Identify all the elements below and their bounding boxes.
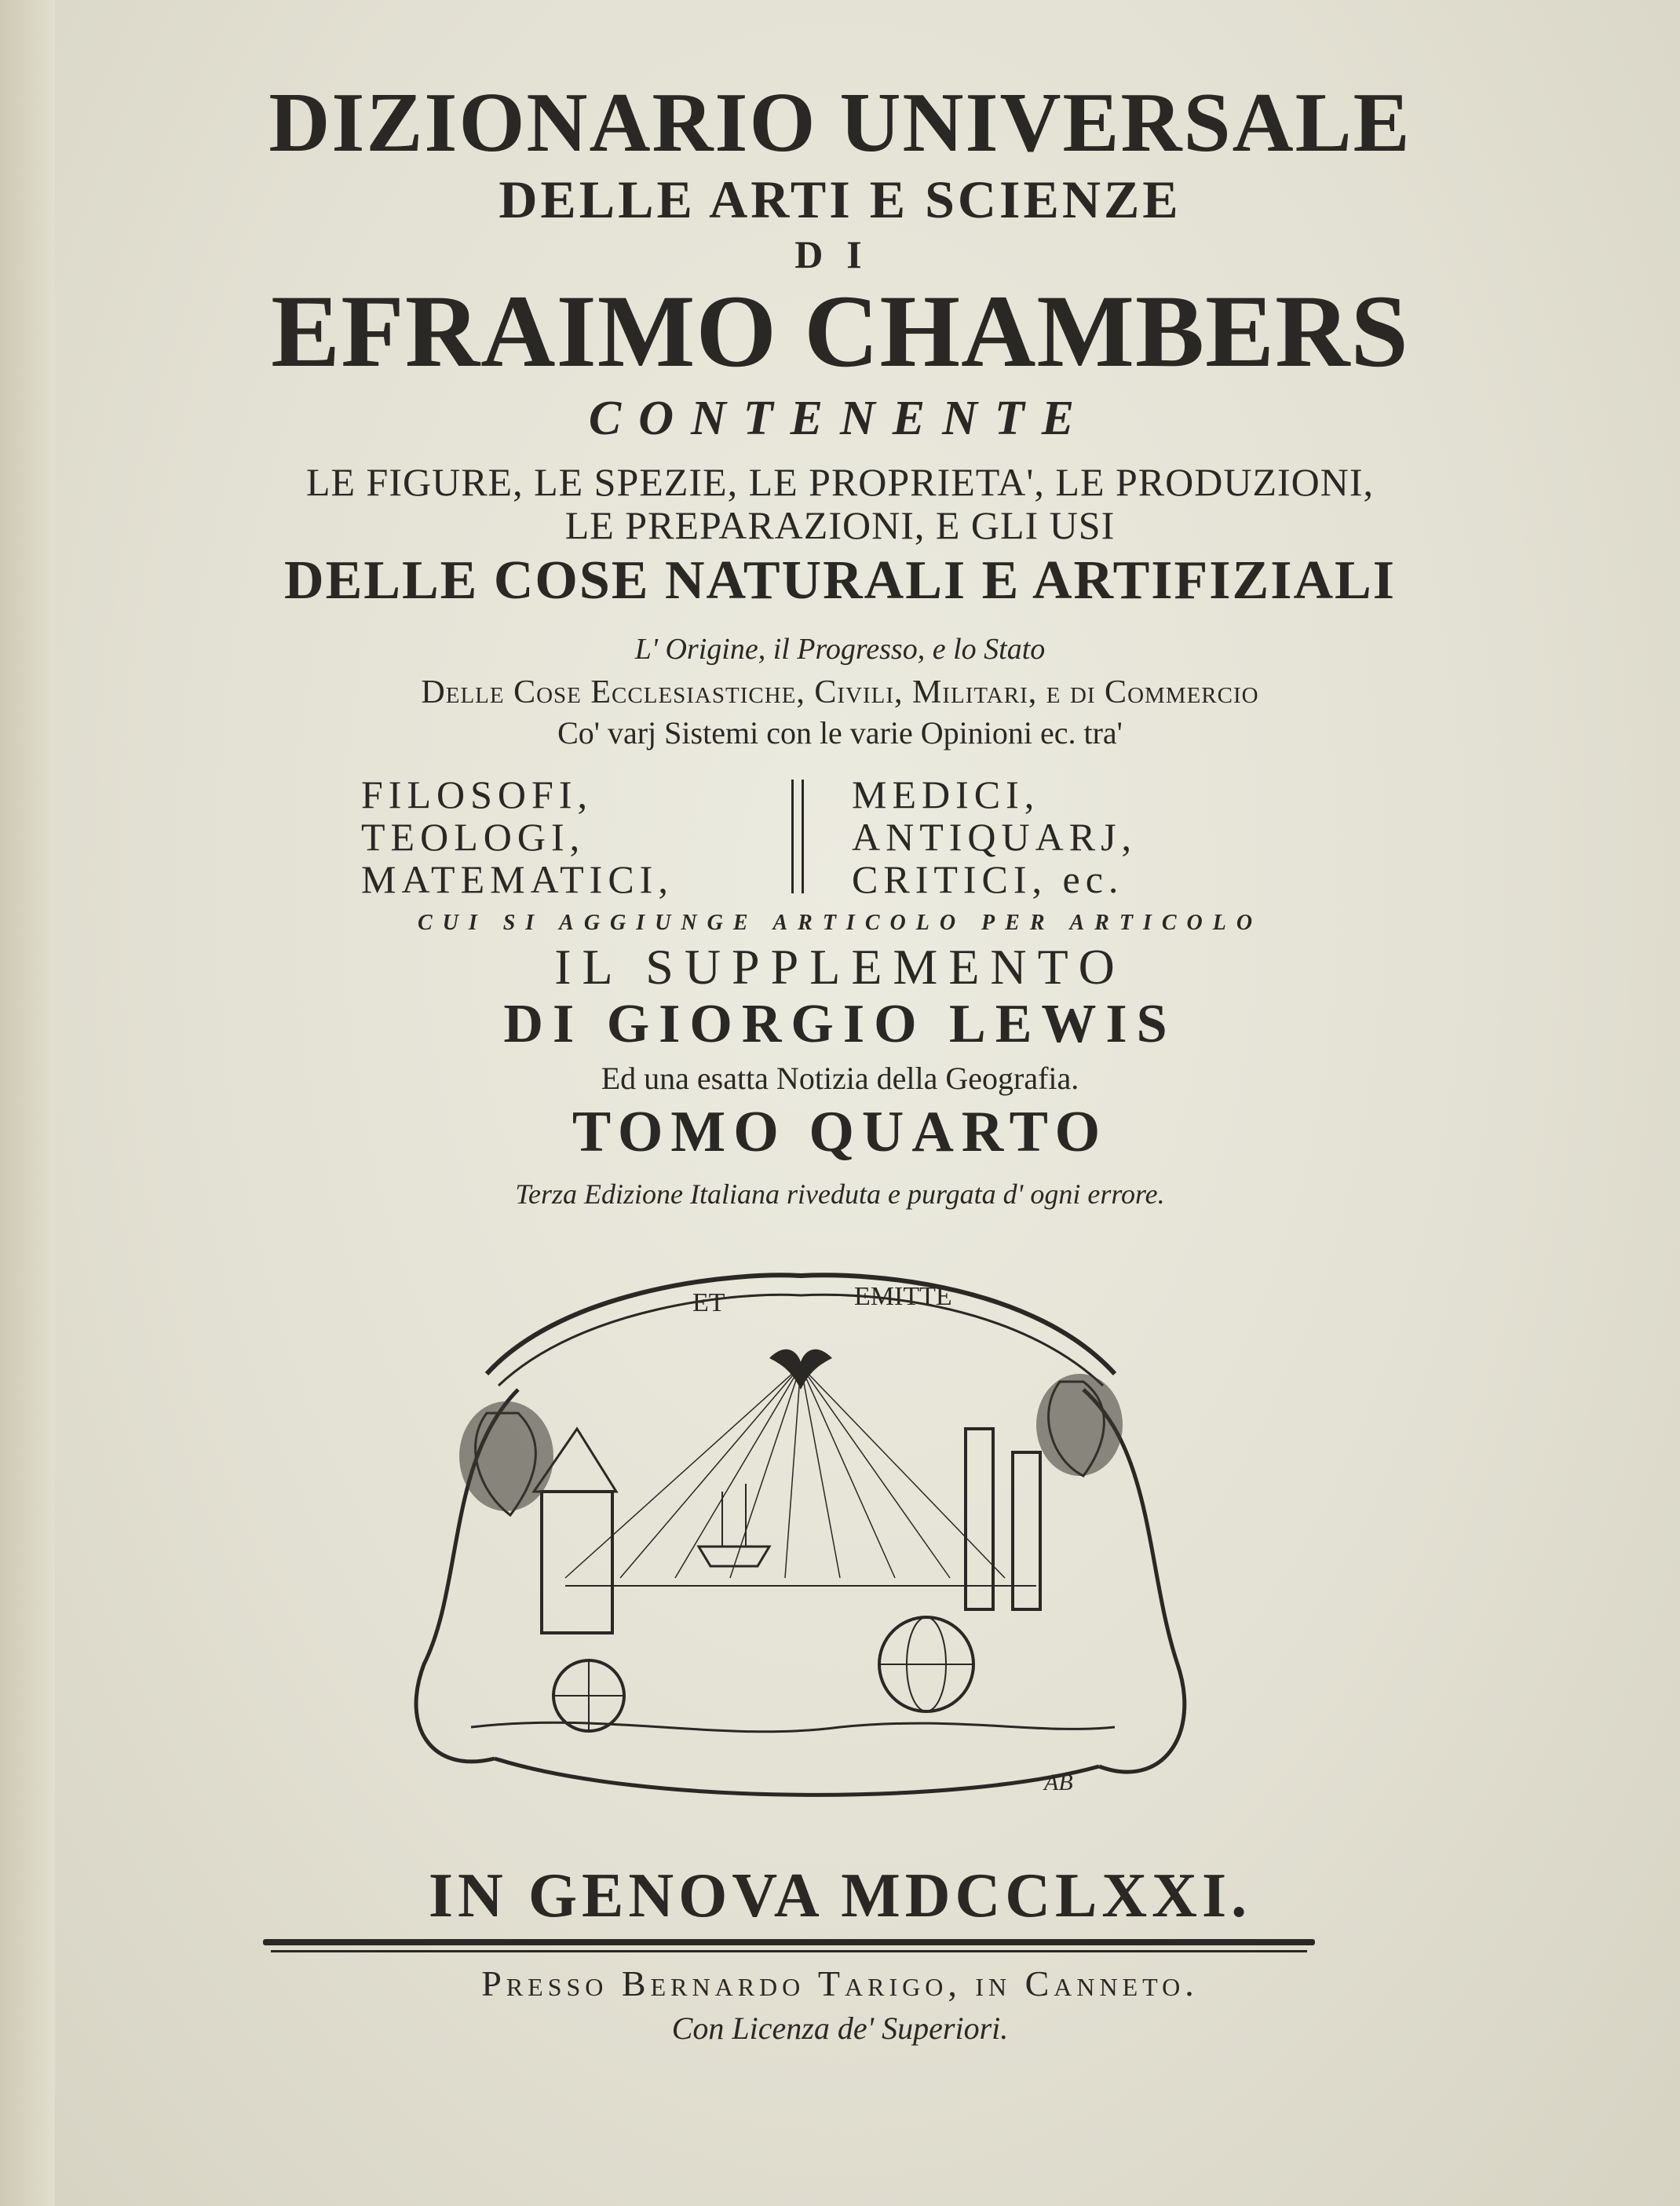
disciplines-columns <box>345 773 1225 899</box>
subtitle-arts: DELLE ARTI E SCIENZE <box>499 170 1181 229</box>
edition-note: Terza Edizione Italiana riveduta e purgata d' ogni errore. <box>515 1178 1165 1210</box>
banner-text-left: ET <box>692 1288 725 1317</box>
systems-line: Co' varj Sistemi con le varie Opinioni ec. tra' <box>557 715 1123 751</box>
volume-label: TOMO QUARTO <box>572 1100 1108 1164</box>
thin-rule <box>271 1950 1307 1952</box>
imprint-place-date: IN GENOVA MDCCLXXI. <box>428 1861 1252 1930</box>
geography-note: Ed una esatta Notizia della Geografia. <box>601 1061 1079 1096</box>
author-name: EFRAIMO CHAMBERS <box>271 273 1409 389</box>
contenente-label: CONTENENTE <box>588 392 1092 445</box>
discipline-item: FILOSOFI, <box>361 772 593 816</box>
discipline-item: TEOLOGI, <box>361 815 586 859</box>
subject-line-2: LE PREPARAZIONI, E GLI USI <box>564 503 1116 547</box>
supplement-title: IL SUPPLEMENTO <box>554 939 1126 995</box>
main-title: DIZIONARIO UNIVERSALE <box>268 76 1412 170</box>
subtitle-di: DI <box>794 232 886 276</box>
disciplines-right <box>852 773 1137 900</box>
subject-heading: DELLE COSE NATURALI E ARTIFIZIALI <box>284 550 1396 611</box>
publisher-line: Presso Bernardo Tarigo, in Canneto. <box>481 1963 1199 2003</box>
origin-line: L' Origine, il Progresso, e lo Stato <box>634 633 1046 666</box>
license-line: Con Licenza de' Superiori. <box>671 2011 1009 2046</box>
discipline-item: CRITICI, ec. <box>852 857 1124 901</box>
subject-line-1: LE FIGURE, LE SPEZIE, LE PROPRIETA', LE PRODUZIONI, <box>305 460 1375 504</box>
supplement-intro: CUI SI AGGIUNGE ARTICOLO PER ARTICOLO <box>417 911 1263 935</box>
disciplines-left <box>361 773 674 900</box>
discipline-item: ANTIQUARJ, <box>852 815 1138 859</box>
matters-line: Delle Cose Ecclesiastiche, Civili, Militari, e di Commercio <box>421 674 1259 710</box>
engraver-signature: AB <box>1044 1770 1073 1795</box>
discipline-item: MEDICI, <box>852 772 1040 816</box>
thick-rule <box>263 1939 1315 1945</box>
banner-text-right: EMITTE <box>854 1282 952 1311</box>
supplement-author: DI GIORGIO LEWIS <box>503 994 1177 1054</box>
printers-device-illustration <box>330 1256 1272 1845</box>
discipline-item: MATEMATICI, <box>361 857 674 901</box>
column-divider <box>791 780 804 893</box>
